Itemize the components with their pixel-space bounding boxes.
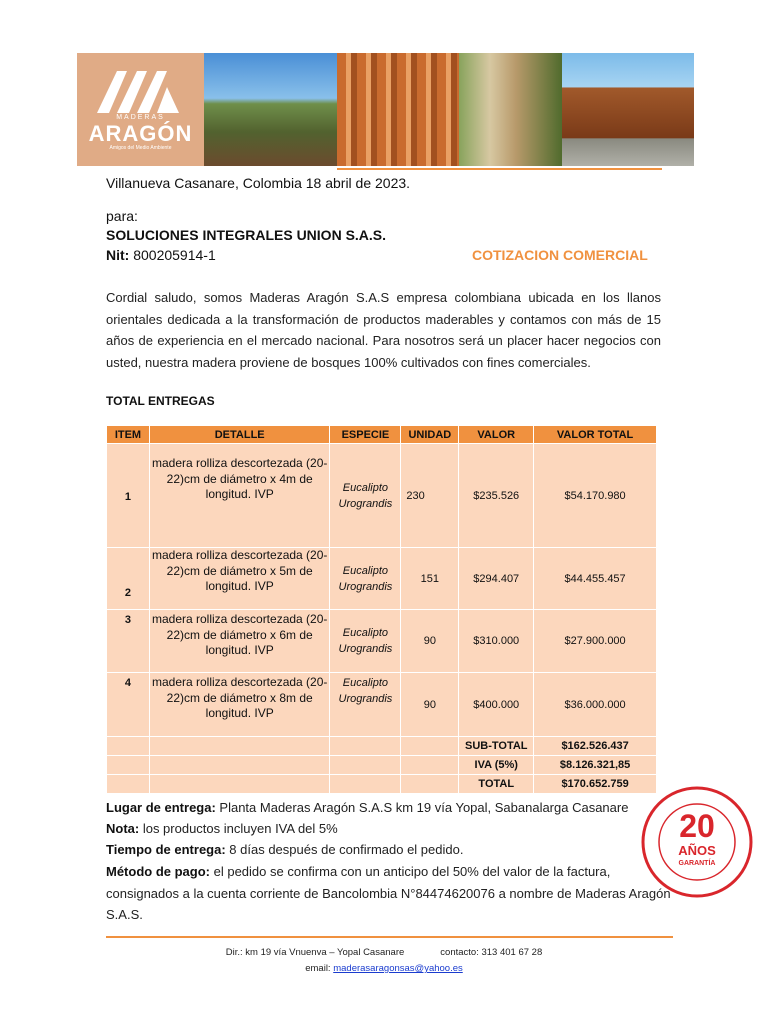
table-row [107,444,657,548]
logo-subtitle: MADERAS [116,114,165,121]
cell-valor-total: $36.000.000 [534,673,657,737]
client-name: SOLUCIONES INTEGRALES UNION S.A.S. [106,227,387,243]
iva-label: IVA (5%) [459,756,534,775]
footer-rule [106,936,673,938]
col-header-detalle: DETALLE [149,426,330,444]
col-header-valor-total: VALOR TOTAL [534,426,657,444]
iva-value: $8.126.321,85 [534,756,657,775]
note-label: Nota: [106,821,140,836]
logo-name: ARAGÓN [88,121,193,146]
col-header-especie: ESPECIE [330,426,401,444]
cell-detalle: madera rolliza descortezada (20-22)cm de diámetro x 5m de longitud. IVP [149,548,330,610]
nit-label: Nit: [106,247,130,263]
plantation-photo [204,53,337,166]
col-header-item: ITEM [107,426,150,444]
cell-valor-total: $27.900.000 [534,610,657,673]
summary-row-total [107,775,657,794]
cell-especie: Eucalipto Urograndis [330,610,401,673]
cell-especie: Eucalipto Urograndis [330,548,401,610]
delivery-time [106,842,463,857]
cell-valor-total: $54.170.980 [534,444,657,548]
cell-detalle: madera rolliza descortezada (20-22)cm de diámetro x 6m de longitud. IVP [149,610,330,673]
payment-method [106,864,610,879]
subtotal-value: $162.526.437 [534,737,657,756]
summary-row-subtotal [107,737,657,756]
cell-item: 4 [107,673,150,737]
place-date: Villanueva Casanare, Colombia 18 abril de 2023. [106,175,411,191]
table-row [107,610,657,673]
company-logo [77,53,204,166]
intro-paragraph: Cordial saludo, somos Maderas Aragón S.A.S empresa colombiana ubicada en los llanos orientales dedicada a la transformación de productos maderables y contamos con más de 15 años de experiencia en el mercado nacional. Para nosotros será un placer hacer negocios con usted, nuestra madera proviene de bosques 100% cultivados con fines comerciales. [106,290,661,370]
cell-especie: Eucalipto Urograndis [330,673,401,737]
cabin-photo [562,53,694,166]
summary-row-iva [107,756,657,775]
note [106,821,338,836]
cell-unidad: 90 [401,673,459,737]
subtotal-label: SUB-TOTAL [459,737,534,756]
pergola-photo [459,53,562,166]
recipient-label: para: [106,208,138,224]
cell-item: 3 [107,610,150,673]
table-header-row [107,426,657,444]
payment-line-1: el pedido se confirma con un anticipo del 50% del valor de la factura, [210,864,611,879]
payment-line-3: S.A.S. [106,907,143,922]
footer-address: Dir.: km 19 vía Vnuenva – Yopal Casanare [225,947,405,958]
col-header-valor: VALOR [459,426,534,444]
cell-unidad: 151 [401,548,459,610]
delivery-time-value: 8 días después de confirmado el pedido. [225,842,464,857]
quotation-table [106,425,657,794]
header-banner [77,53,694,166]
delivery-place [106,800,628,815]
cell-valor: $235.526 [459,444,534,548]
nit-value: 800205914-1 [129,247,216,263]
cell-valor: $294.407 [459,548,534,610]
cell-unidad: 230 [401,444,459,548]
cell-especie: Eucalipto Urograndis [330,444,401,548]
delivery-place-label: Lugar de entrega: [106,800,216,815]
total-label: TOTAL [459,775,534,794]
client-nit [106,247,216,263]
seal-word: GARANTÍA [678,860,716,867]
cell-valor: $400.000 [459,673,534,737]
logs-photo [337,53,459,166]
footer-email-label: email: [305,963,334,974]
logo-tagline: Amigos del Medio Ambiente [109,145,172,151]
logo-mark-icon [95,67,185,115]
cell-detalle: madera rolliza descortezada (20-22)cm de diámetro x 4m de longitud. IVP [149,444,330,548]
cell-unidad: 90 [401,610,459,673]
table-row [107,673,657,737]
total-value: $170.652.759 [534,775,657,794]
seal-years: AÑOS [678,843,716,858]
cell-detalle: madera rolliza descortezada (20-22)cm de diámetro x 8m de longitud. IVP [149,673,330,737]
table-row [107,548,657,610]
guarantee-seal [640,785,754,899]
seal-icon [640,785,754,899]
section-title: TOTAL ENTREGAS [106,394,215,408]
col-header-unidad: UNIDAD [401,426,459,444]
footer-line-1 [0,947,768,958]
document-title: COTIZACION COMERCIAL [472,247,648,263]
payment-line-2: consignados a la cuenta corriente de Bancolombia N°84474620076 a nombre de Maderas Aragón [106,886,671,901]
note-value: los productos incluyen IVA del 5% [139,821,338,836]
delivery-place-value: Planta Maderas Aragón S.A.S km 19 vía Yopal, Sabanalarga Casanare [215,800,629,815]
header-rule [337,168,662,170]
cell-item: 1 [107,444,150,548]
seal-number: 20 [679,808,715,844]
footer-email-link[interactable]: maderasaragonsas@yahoo.es [333,963,463,974]
cell-valor-total: $44.455.457 [534,548,657,610]
payment-label: Método de pago: [106,864,210,879]
cell-item: 2 [107,548,150,610]
delivery-time-label: Tiempo de entrega: [106,842,226,857]
cell-valor: $310.000 [459,610,534,673]
footer-contact: contacto: 313 401 67 28 [440,947,543,958]
footer-line-2 [0,963,768,974]
